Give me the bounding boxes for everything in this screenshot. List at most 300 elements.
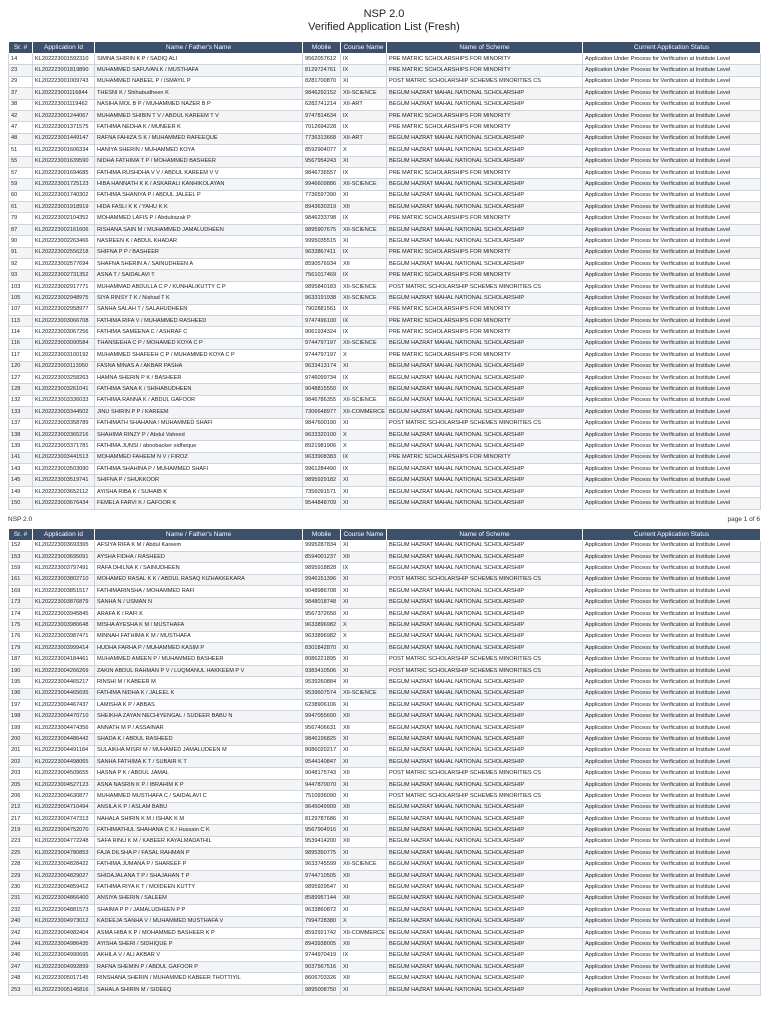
cell-name: HAMNA SHERIN P K / BASHEER bbox=[95, 372, 303, 383]
cell-status: Application Under Process for Verification at Institute Level bbox=[583, 814, 761, 825]
cell-course-name: X bbox=[341, 350, 387, 361]
cell-status: Application Under Process for Verification at Institute Level bbox=[583, 441, 761, 452]
cell-name: FATHIMATH SHAHANA / MUHAMMED SHAFI bbox=[95, 418, 303, 429]
cell-mobile: 7736597390 bbox=[303, 190, 341, 201]
cell-mobile: 9539414200 bbox=[303, 836, 341, 847]
cell-scheme: BEGUM HAZRAT MAHAL NATIONAL SCHOLARSHIP bbox=[387, 688, 583, 699]
cell-course-name: IX bbox=[341, 327, 387, 338]
cell-name: MUHAMMED SHAFEEH C P / MUHAMMED KOYA C P bbox=[95, 350, 303, 361]
cell-sr-no: 116 bbox=[9, 338, 33, 349]
cell-application-id: KL202223001592310 bbox=[33, 54, 95, 65]
cell-name: SHEIKHA ZAYAN NECHIYENGAL / SUDEER BABU N bbox=[95, 711, 303, 722]
cell-name: SHAFNA SHERIN A / SAINUDHEEN A bbox=[95, 259, 303, 270]
cell-mobile: 7356091571 bbox=[303, 486, 341, 497]
cell-application-id: KL202223003987471 bbox=[33, 631, 95, 642]
cell-sr-no: 59 bbox=[9, 179, 33, 190]
cell-scheme: BEGUM HAZRAT MAHAL NATIONAL SCHOLARSHIP bbox=[387, 384, 583, 395]
cell-sr-no: 153 bbox=[9, 552, 33, 563]
table-row bbox=[9, 418, 761, 429]
cell-name: FATHIMA SANA K / SHIHABUDHEEN bbox=[95, 384, 303, 395]
table-body bbox=[9, 54, 761, 510]
cell-status: Application Under Process for Verification at Institute Level bbox=[583, 122, 761, 133]
cell-course-name: XI bbox=[341, 597, 387, 608]
cell-name: RINSHI M / KABEER M bbox=[95, 677, 303, 688]
cell-name: FATHIMA SAMEENA C / ASHRAF C bbox=[95, 327, 303, 338]
cell-sr-no: 190 bbox=[9, 665, 33, 676]
cell-mobile: 9567904916 bbox=[303, 825, 341, 836]
cell-application-id: KL202223001694685 bbox=[33, 167, 95, 178]
cell-course-name: XII-SCIENCE bbox=[341, 281, 387, 292]
table-row bbox=[9, 156, 761, 167]
cell-name: AKHILA V / ALI AKBAR V bbox=[95, 950, 303, 961]
cell-scheme: BEGUM HAZRAT MAHAL NATIONAL SCHOLARSHIP bbox=[387, 893, 583, 904]
cell-scheme: BEGUM HAZRAT MAHAL NATIONAL SCHOLARSHIP bbox=[387, 631, 583, 642]
cell-application-id: KL202223004992899 bbox=[33, 962, 95, 973]
table-row bbox=[9, 384, 761, 395]
table-row bbox=[9, 247, 761, 258]
table-row bbox=[9, 167, 761, 178]
cell-course-name: IX bbox=[341, 464, 387, 475]
cell-status: Application Under Process for Verification at Institute Level bbox=[583, 893, 761, 904]
cell-course-name: XI bbox=[341, 574, 387, 585]
cell-name: SHIDAJALANA T P / SHAJAHAN T P bbox=[95, 870, 303, 881]
cell-course-name: XI bbox=[341, 700, 387, 711]
cell-sr-no: 91 bbox=[9, 247, 33, 258]
cell-scheme: BEGUM HAZRAT MAHAL NATIONAL SCHOLARSHIP bbox=[387, 429, 583, 440]
cell-application-id: KL202223004184461 bbox=[33, 654, 95, 665]
cell-sr-no: 240 bbox=[9, 916, 33, 927]
cell-mobile: 8943630319 bbox=[303, 202, 341, 213]
cell-status: Application Under Process for Verification at Institute Level bbox=[583, 677, 761, 688]
cell-name: FATHIMA NEDHA K / MUNEER K bbox=[95, 122, 303, 133]
cell-course-name: XI bbox=[341, 498, 387, 509]
cell-course-name: XI bbox=[341, 848, 387, 859]
cell-mobile: 9847600190 bbox=[303, 418, 341, 429]
cell-mobile: 9633413174 bbox=[303, 361, 341, 372]
cell-mobile: 6282741214 bbox=[303, 99, 341, 110]
cell-mobile: 9645049909 bbox=[303, 802, 341, 813]
table-row bbox=[9, 825, 761, 836]
cell-status: Application Under Process for Verification at Institute Level bbox=[583, 905, 761, 916]
cell-application-id: KL202223003676434 bbox=[33, 498, 95, 509]
cell-sr-no: 38 bbox=[9, 99, 33, 110]
cell-status: Application Under Process for Verification at Institute Level bbox=[583, 156, 761, 167]
cell-course-name: XII bbox=[341, 893, 387, 904]
table-row bbox=[9, 464, 761, 475]
cell-sr-no: 179 bbox=[9, 643, 33, 654]
cell-status: Application Under Process for Verification at Institute Level bbox=[583, 270, 761, 281]
cell-scheme: BEGUM HAZRAT MAHAL NATIONAL SCHOLARSHIP bbox=[387, 407, 583, 418]
cell-application-id: KL202223003980648 bbox=[33, 620, 95, 631]
cell-sr-no: 51 bbox=[9, 145, 33, 156]
cell-scheme: BEGUM HAZRAT MAHAL NATIONAL SCHOLARSHIP bbox=[387, 361, 583, 372]
cell-name: SIMNA SHIRIN K P / SADIQ ALI bbox=[95, 54, 303, 65]
cell-sr-no: 92 bbox=[9, 259, 33, 270]
cell-scheme: BEGUM HAZRAT MAHAL NATIONAL SCHOLARSHIP bbox=[387, 927, 583, 938]
cell-status: Application Under Process for Verification at Institute Level bbox=[583, 88, 761, 99]
cell-sr-no: 149 bbox=[9, 486, 33, 497]
cell-mobile: 9633867411 bbox=[303, 247, 341, 258]
cell-mobile: 9895840183 bbox=[303, 281, 341, 292]
cell-course-name: XII-ART bbox=[341, 99, 387, 110]
cell-mobile: 8921981906 bbox=[303, 441, 341, 452]
table-row bbox=[9, 293, 761, 304]
cell-name: MINNAH FATHIMA K M / MUSTHAFA bbox=[95, 631, 303, 642]
cell-scheme: BEGUM HAZRAT MAHAL NATIONAL SCHOLARSHIP bbox=[387, 259, 583, 270]
cell-mobile: 9633320100 bbox=[303, 429, 341, 440]
cell-mobile: 8592921742 bbox=[303, 927, 341, 938]
cell-scheme: BEGUM HAZRAT MAHAL NATIONAL SCHOLARSHIP bbox=[387, 859, 583, 870]
cell-sr-no: 176 bbox=[9, 631, 33, 642]
cell-sr-no: 138 bbox=[9, 429, 33, 440]
cell-mobile: 9995287834 bbox=[303, 540, 341, 551]
cell-application-id: KL202223001819890 bbox=[33, 65, 95, 76]
header-mobile: Mobile bbox=[303, 528, 341, 540]
cell-course-name: IX bbox=[341, 384, 387, 395]
table-row bbox=[9, 65, 761, 76]
cell-name: MOHAMED RASAL K K / ABDUL RASAQ KIZHAKKEKARA bbox=[95, 574, 303, 585]
cell-name: ANSILA K P / ASLAM BABU bbox=[95, 802, 303, 813]
cell-scheme: POST MATRIC SCHOLARSHIP SCHEMES MINORITIES CS bbox=[387, 768, 583, 779]
cell-application-id: KL202223004982404 bbox=[33, 927, 95, 938]
cell-mobile: 9895929547 bbox=[303, 882, 341, 893]
cell-sr-no: 55 bbox=[9, 156, 33, 167]
cell-status: Application Under Process for Verification at Institute Level bbox=[583, 190, 761, 201]
cell-scheme: POST MATRIC SCHOLARSHIP SCHEMES MINORITIES CS bbox=[387, 574, 583, 585]
cell-scheme: PRE MATRIC SCHOLARSHIPS FOR MINORITY bbox=[387, 270, 583, 281]
cell-course-name: XII bbox=[341, 711, 387, 722]
cell-sr-no: 229 bbox=[9, 870, 33, 881]
cell-status: Application Under Process for Verification at Institute Level bbox=[583, 916, 761, 927]
cell-sr-no: 247 bbox=[9, 962, 33, 973]
cell-status: Application Under Process for Verification at Institute Level bbox=[583, 825, 761, 836]
cell-mobile: 7902881561 bbox=[303, 304, 341, 315]
cell-course-name: XII bbox=[341, 973, 387, 984]
table-row bbox=[9, 882, 761, 893]
cell-course-name: XI bbox=[341, 757, 387, 768]
cell-application-id: KL202223001119462 bbox=[33, 99, 95, 110]
document-title: NSP 2.0 bbox=[363, 8, 405, 20]
cell-sr-no: 202 bbox=[9, 757, 33, 768]
cell-sr-no: 14 bbox=[9, 54, 33, 65]
cell-application-id: KL202223001606334 bbox=[33, 145, 95, 156]
cell-status: Application Under Process for Verification at Institute Level bbox=[583, 643, 761, 654]
cell-name: FATHIMA RIYA K T / MOIDEEN KUTTY bbox=[95, 882, 303, 893]
cell-application-id: KL202223003358789 bbox=[33, 418, 95, 429]
cell-application-id: KL202223002948975 bbox=[33, 293, 95, 304]
cell-course-name: IX bbox=[341, 372, 387, 383]
cell-scheme: BEGUM HAZRAT MAHAL NATIONAL SCHOLARSHIP bbox=[387, 202, 583, 213]
cell-sr-no: 230 bbox=[9, 882, 33, 893]
cell-status: Application Under Process for Verification at Institute Level bbox=[583, 870, 761, 881]
cell-course-name: XI bbox=[341, 361, 387, 372]
cell-scheme: BEGUM HAZRAT MAHAL NATIONAL SCHOLARSHIP bbox=[387, 552, 583, 563]
cell-course-name: XII-SCIENCE bbox=[341, 338, 387, 349]
cell-name: LAMISHA K P / ABBAS bbox=[95, 700, 303, 711]
cell-scheme: BEGUM HAZRAT MAHAL NATIONAL SCHOLARSHIP bbox=[387, 882, 583, 893]
cell-status: Application Under Process for Verification at Institute Level bbox=[583, 418, 761, 429]
cell-scheme: BEGUM HAZRAT MAHAL NATIONAL SCHOLARSHIP bbox=[387, 156, 583, 167]
cell-status: Application Under Process for Verification at Institute Level bbox=[583, 361, 761, 372]
cell-scheme: BEGUM HAZRAT MAHAL NATIONAL SCHOLARSHIP bbox=[387, 620, 583, 631]
cell-application-id: KL202223004498065 bbox=[33, 757, 95, 768]
cell-sr-no: 217 bbox=[9, 814, 33, 825]
cell-status: Application Under Process for Verification at Institute Level bbox=[583, 608, 761, 619]
cell-course-name: IX bbox=[341, 563, 387, 574]
cell-sr-no: 145 bbox=[9, 475, 33, 486]
cell-course-name: XI bbox=[341, 882, 387, 893]
table-row bbox=[9, 791, 761, 802]
cell-status: Application Under Process for Verification at Institute Level bbox=[583, 224, 761, 235]
cell-name: MOHAMMED LAFIS P / Abdulrazak P bbox=[95, 213, 303, 224]
cell-name: FATHIMA SHAHINA P / MUHAMMED SHAFI bbox=[95, 464, 303, 475]
table-row bbox=[9, 836, 761, 847]
table-row bbox=[9, 814, 761, 825]
application-table-page-1 bbox=[8, 41, 760, 510]
cell-status: Application Under Process for Verification at Institute Level bbox=[583, 350, 761, 361]
cell-status: Application Under Process for Verification at Institute Level bbox=[583, 939, 761, 950]
cell-sr-no: 137 bbox=[9, 418, 33, 429]
table-row bbox=[9, 88, 761, 99]
cell-course-name: X bbox=[341, 441, 387, 452]
cell-scheme: BEGUM HAZRAT MAHAL NATIONAL SCHOLARSHIP bbox=[387, 700, 583, 711]
cell-name: FEMELA FARVI K / GAFOOR K bbox=[95, 498, 303, 509]
cell-application-id: KL202223001449147 bbox=[33, 133, 95, 144]
cell-course-name: IX bbox=[341, 950, 387, 961]
cell-sr-no: 212 bbox=[9, 802, 33, 813]
cell-mobile: 7736313668 bbox=[303, 133, 341, 144]
table-row bbox=[9, 452, 761, 463]
cell-sr-no: 169 bbox=[9, 586, 33, 597]
cell-mobile: 9895918828 bbox=[303, 563, 341, 574]
cell-scheme: BEGUM HAZRAT MAHAL NATIONAL SCHOLARSHIP bbox=[387, 779, 583, 790]
cell-course-name: IX bbox=[341, 315, 387, 326]
cell-mobile: 8606703326 bbox=[303, 973, 341, 984]
table-row bbox=[9, 859, 761, 870]
cell-scheme: BEGUM HAZRAT MAHAL NATIONAL SCHOLARSHIP bbox=[387, 441, 583, 452]
cell-name: AYISHA SHERI / SIDHIQUE P bbox=[95, 939, 303, 950]
cell-mobile: 9633191938 bbox=[303, 293, 341, 304]
cell-name: FATHIMA RUSHDHA V V / ABDUL KAREEM V V bbox=[95, 167, 303, 178]
cell-course-name: XI bbox=[341, 734, 387, 745]
cell-course-name: X bbox=[341, 145, 387, 156]
table-row bbox=[9, 608, 761, 619]
cell-sr-no: 87 bbox=[9, 224, 33, 235]
cell-application-id: KL202223004866400 bbox=[33, 893, 95, 904]
header-scheme: Name of Scheme bbox=[387, 528, 583, 540]
cell-application-id: KL202223001116844 bbox=[33, 88, 95, 99]
cell-sr-no: 47 bbox=[9, 122, 33, 133]
table-row bbox=[9, 973, 761, 984]
cell-scheme: BEGUM HAZRAT MAHAL NATIONAL SCHOLARSHIP bbox=[387, 498, 583, 509]
cell-name: SHIFNA P P / BASHEER bbox=[95, 247, 303, 258]
cell-scheme: BEGUM HAZRAT MAHAL NATIONAL SCHOLARSHIP bbox=[387, 133, 583, 144]
cell-scheme: POST MATRIC SCHOLARSHIP SCHEMES MINORITIES CS bbox=[387, 665, 583, 676]
cell-sr-no: 199 bbox=[9, 722, 33, 733]
cell-application-id: KL202223003797491 bbox=[33, 563, 95, 574]
cell-scheme: POST MATRIC SCHOLARSHIP SCHEMES MINORITIES CS bbox=[387, 654, 583, 665]
cell-status: Application Under Process for Verification at Institute Level bbox=[583, 498, 761, 509]
cell-status: Application Under Process for Verification at Institute Level bbox=[583, 145, 761, 156]
cell-course-name: XI bbox=[341, 418, 387, 429]
table-row bbox=[9, 677, 761, 688]
table-body bbox=[9, 540, 761, 996]
table-row bbox=[9, 224, 761, 235]
cell-scheme: BEGUM HAZRAT MAHAL NATIONAL SCHOLARSHIP bbox=[387, 677, 583, 688]
cell-mobile: 7510936090 bbox=[303, 791, 341, 802]
cell-course-name: XII-SCIENCE bbox=[341, 179, 387, 190]
cell-application-id: KL202223002577694 bbox=[33, 259, 95, 270]
cell-scheme: POST MATRIC SCHOLARSHIP SCHEMES MINORITIES CS bbox=[387, 791, 583, 802]
cell-mobile: 9567406631 bbox=[303, 722, 341, 733]
table-row bbox=[9, 236, 761, 247]
cell-sr-no: 253 bbox=[9, 984, 33, 995]
cell-course-name: XI bbox=[341, 608, 387, 619]
cell-application-id: KL202223003090584 bbox=[33, 338, 95, 349]
cell-name: FATHIMARINSHA / MOHAMMED RAFI bbox=[95, 586, 303, 597]
cell-mobile: 8086020217 bbox=[303, 745, 341, 756]
table-row bbox=[9, 643, 761, 654]
cell-name: HUDHA FARHA P / MUHAMMED KASIM P bbox=[95, 643, 303, 654]
table-row bbox=[9, 99, 761, 110]
cell-application-id: KL202223004467437 bbox=[33, 700, 95, 711]
table-row bbox=[9, 768, 761, 779]
header-name: Name / Father's Name bbox=[95, 42, 303, 54]
cell-name: AYSHA FIDHA / RASHEED bbox=[95, 552, 303, 563]
cell-status: Application Under Process for Verification at Institute Level bbox=[583, 984, 761, 995]
cell-mobile: 9744797197 bbox=[303, 350, 341, 361]
cell-sr-no: 57 bbox=[9, 167, 33, 178]
table-row bbox=[9, 950, 761, 961]
cell-application-id: KL202223001244067 bbox=[33, 110, 95, 121]
cell-sr-no: 248 bbox=[9, 973, 33, 984]
cell-course-name: XI bbox=[341, 745, 387, 756]
cell-application-id: KL202223004772248 bbox=[33, 836, 95, 847]
cell-scheme: POST MATRIC SCHOLARSHIP SCHEMES MINORITIES CS bbox=[387, 418, 583, 429]
table-row bbox=[9, 779, 761, 790]
cell-status: Application Under Process for Verification at Institute Level bbox=[583, 734, 761, 745]
cell-application-id: KL202223003441513 bbox=[33, 452, 95, 463]
cell-sr-no: 175 bbox=[9, 620, 33, 631]
table-row bbox=[9, 927, 761, 938]
cell-status: Application Under Process for Verification at Institute Level bbox=[583, 179, 761, 190]
cell-mobile: 9744797197 bbox=[303, 338, 341, 349]
document-subtitle: Verified Application List (Fresh) bbox=[308, 21, 460, 33]
cell-course-name: XI bbox=[341, 984, 387, 995]
cell-status: Application Under Process for Verification at Institute Level bbox=[583, 486, 761, 497]
cell-status: Application Under Process for Verification at Institute Level bbox=[583, 700, 761, 711]
cell-course-name: XII bbox=[341, 939, 387, 950]
cell-sr-no: 225 bbox=[9, 848, 33, 859]
cell-scheme: BEGUM HAZRAT MAHAL NATIONAL SCHOLARSHIP bbox=[387, 836, 583, 847]
cell-mobile: 9383410506 bbox=[303, 665, 341, 676]
cell-scheme: BEGUM HAZRAT MAHAL NATIONAL SCHOLARSHIP bbox=[387, 962, 583, 973]
cell-status: Application Under Process for Verification at Institute Level bbox=[583, 475, 761, 486]
cell-mobile: 9037567516 bbox=[303, 962, 341, 973]
cell-scheme: BEGUM HAZRAT MAHAL NATIONAL SCHOLARSHIP bbox=[387, 540, 583, 551]
cell-name: NAHALA SHIRIN K M / ISHAK K M bbox=[95, 814, 303, 825]
cell-name: MOHAMMED FAHEEM N V / FIROZ bbox=[95, 452, 303, 463]
cell-course-name: XI bbox=[341, 791, 387, 802]
cell-name: HASNA P K / ABDUL JAMAL bbox=[95, 768, 303, 779]
table-row bbox=[9, 315, 761, 326]
cell-scheme: BEGUM HAZRAT MAHAL NATIONAL SCHOLARSHIP bbox=[387, 916, 583, 927]
title-block bbox=[0, 0, 768, 38]
cell-name: AFSIYA RIFA K M / Abdul Kareem bbox=[95, 540, 303, 551]
cell-name: FATHIMA RANNA K / ABDUL GAFOOR bbox=[95, 395, 303, 406]
cell-sr-no: 37 bbox=[9, 88, 33, 99]
cell-name: JINU SHIRIN P P / KAREEM bbox=[95, 407, 303, 418]
cell-course-name: IX bbox=[341, 452, 387, 463]
cell-mobile: 8129787686 bbox=[303, 814, 341, 825]
cell-mobile: 9746099734 bbox=[303, 372, 341, 383]
cell-scheme: BEGUM HAZRAT MAHAL NATIONAL SCHOLARSHIP bbox=[387, 722, 583, 733]
cell-scheme: BEGUM HAZRAT MAHAL NATIONAL SCHOLARSHIP bbox=[387, 608, 583, 619]
table-row bbox=[9, 122, 761, 133]
cell-status: Application Under Process for Verification at Institute Level bbox=[583, 202, 761, 213]
cell-mobile: 9061934324 bbox=[303, 327, 341, 338]
cell-scheme: BEGUM HAZRAT MAHAL NATIONAL SCHOLARSHIP bbox=[387, 486, 583, 497]
cell-mobile: 9633896982 bbox=[303, 620, 341, 631]
table-row bbox=[9, 270, 761, 281]
cell-sr-no: 114 bbox=[9, 327, 33, 338]
cell-status: Application Under Process for Verification at Institute Level bbox=[583, 304, 761, 315]
page-footer bbox=[0, 510, 768, 528]
table-row bbox=[9, 563, 761, 574]
cell-application-id: KL202223001740302 bbox=[33, 190, 95, 201]
table-header-row bbox=[9, 42, 761, 54]
cell-scheme: BEGUM HAZRAT MAHAL NATIONAL SCHOLARSHIP bbox=[387, 939, 583, 950]
cell-sr-no: 196 bbox=[9, 688, 33, 699]
header-scheme: Name of Scheme bbox=[387, 42, 583, 54]
cell-name: SHADA K / ABDUL RASHEED bbox=[95, 734, 303, 745]
cell-name: NASREEN K / ABDUL KHADAR bbox=[95, 236, 303, 247]
cell-mobile: 9946609886 bbox=[303, 179, 341, 190]
cell-application-id: KL202223004747313 bbox=[33, 814, 95, 825]
cell-name: FATHIMA RIFA V / MUHAMMED RASHEED bbox=[95, 315, 303, 326]
cell-course-name: X bbox=[341, 631, 387, 642]
cell-sr-no: 159 bbox=[9, 563, 33, 574]
cell-sr-no: 197 bbox=[9, 700, 33, 711]
cell-mobile: 9947055600 bbox=[303, 711, 341, 722]
cell-status: Application Under Process for Verification at Institute Level bbox=[583, 281, 761, 292]
cell-mobile: 6238906106 bbox=[303, 700, 341, 711]
cell-status: Application Under Process for Verification at Institute Level bbox=[583, 574, 761, 585]
cell-application-id: KL202223004859412 bbox=[33, 882, 95, 893]
cell-application-id: KL202223004973012 bbox=[33, 916, 95, 927]
table-row bbox=[9, 700, 761, 711]
table-row bbox=[9, 133, 761, 144]
cell-application-id: KL202223003113950 bbox=[33, 361, 95, 372]
cell-name: SAFA RINU K M / KABEER KAYALMADATHIL bbox=[95, 836, 303, 847]
cell-sr-no: 133 bbox=[9, 407, 33, 418]
table-row bbox=[9, 475, 761, 486]
cell-scheme: BEGUM HAZRAT MAHAL NATIONAL SCHOLARSHIP bbox=[387, 338, 583, 349]
cell-scheme: PRE MATRIC SCHOLARSHIPS FOR MINORITY bbox=[387, 122, 583, 133]
cell-scheme: BEGUM HAZRAT MAHAL NATIONAL SCHOLARSHIP bbox=[387, 745, 583, 756]
cell-course-name: IX bbox=[341, 213, 387, 224]
header-status: Current Application Status bbox=[583, 42, 761, 54]
cell-scheme: BEGUM HAZRAT MAHAL NATIONAL SCHOLARSHIP bbox=[387, 586, 583, 597]
cell-application-id: KL202223001371575 bbox=[33, 122, 95, 133]
table-row bbox=[9, 962, 761, 973]
table-row bbox=[9, 281, 761, 292]
cell-status: Application Under Process for Verification at Institute Level bbox=[583, 384, 761, 395]
cell-status: Application Under Process for Verification at Institute Level bbox=[583, 65, 761, 76]
cell-name: ANSIYA SHERIN / SALEEM bbox=[95, 893, 303, 904]
cell-course-name: XI bbox=[341, 236, 387, 247]
cell-application-id: KL202223004527123 bbox=[33, 779, 95, 790]
